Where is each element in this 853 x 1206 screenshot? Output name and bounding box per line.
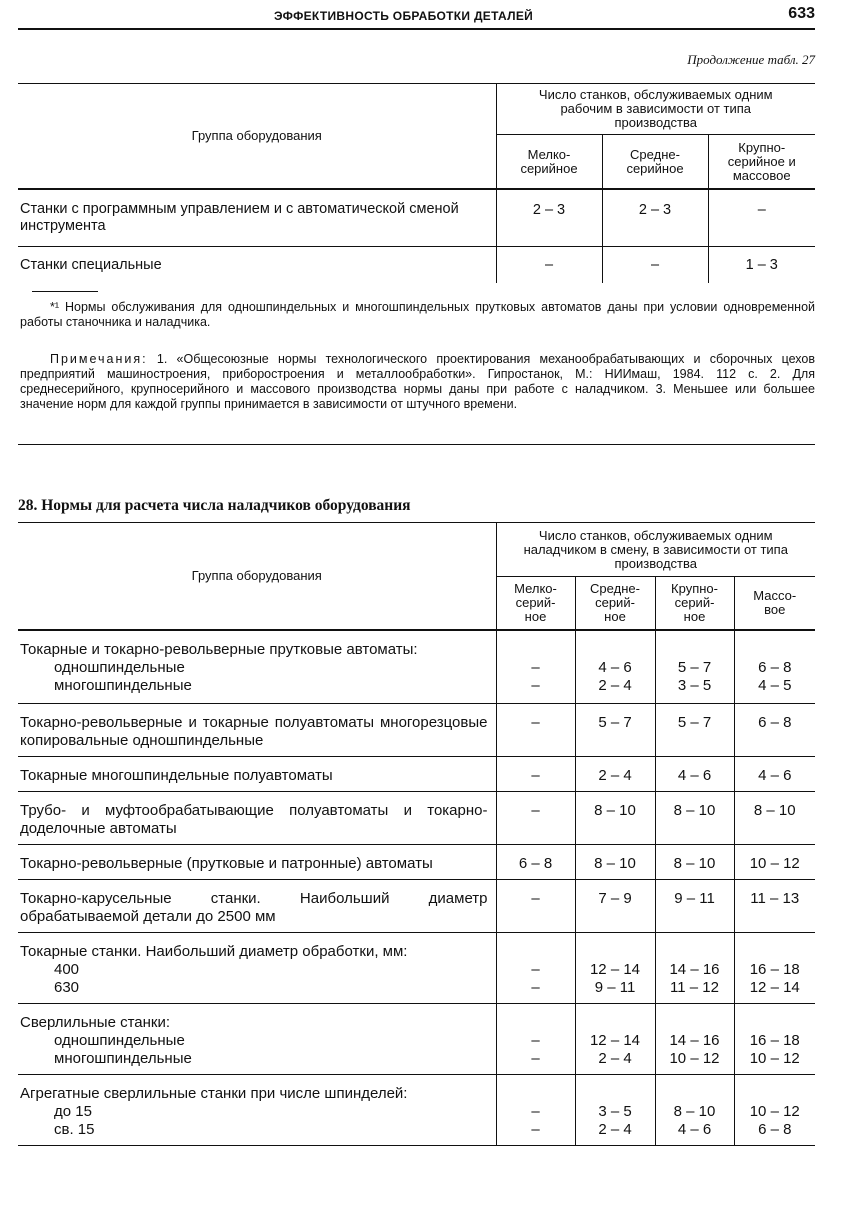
cell-value: 8 – 10	[655, 792, 734, 845]
cell-value: 16 – 18	[749, 1032, 800, 1049]
cell-value: 2 – 4	[598, 1050, 632, 1067]
notes-rule	[18, 444, 815, 445]
column-header-group: Группа оборудования	[18, 523, 496, 631]
cell-value: 8 – 10	[575, 845, 655, 880]
cell-value: 10 – 12	[669, 1050, 720, 1067]
cell-value: 11 – 13	[734, 880, 815, 933]
table-row	[18, 189, 815, 247]
cell-value: 5 – 7	[655, 704, 734, 757]
cell-value: –	[496, 704, 575, 757]
notes-text: 1. «Общесоюзные нормы технологического проектирования механообрабатывающих и сборочных цехов предприятий машиностроения, приборостроения и металлообработки». Гипростанок, М.: НИИмаш, 1984. 112 с. 2. Для среднесерийного, крупносерийного и массового производства нормы даны при работе с наладчиком. 3. Меньшее или большее значение норм для каждой группы принимается в зависимости от штучного времени.	[20, 352, 815, 411]
table-row	[18, 933, 815, 1004]
cell-value: –	[531, 961, 540, 978]
subcol-header: Крупно-серий-ное	[655, 577, 734, 631]
footnote: *¹ Нормы обслуживания для одношпиндельных и многошпиндельных прутковых автоматов даны при условии одновременной работы станочника и наладчика.	[20, 300, 815, 329]
table-row	[18, 792, 815, 845]
cell-value: 8 – 10	[575, 792, 655, 845]
row-name: Трубо- и муфтообрабатывающие полуавтоматы и токарно-доделочные автоматы	[18, 792, 496, 845]
cell-value: 4 – 6	[655, 757, 734, 792]
cell-value: –	[531, 1050, 540, 1067]
row-name: Станки с программным управлением и с автоматической сменой инструмента	[18, 189, 496, 247]
row-subname: св. 15	[54, 1121, 95, 1138]
table-28-title: 28. Нормы для расчета числа наладчиков оборудования	[18, 497, 411, 514]
row-name: Агрегатные сверлильные станки при числе шпинделей:	[20, 1085, 408, 1102]
row-name: Токарные и токарно-револьверные прутковые автоматы:	[20, 641, 418, 658]
subcol-header: Крупно-серийное и массовое	[708, 135, 815, 189]
row-name: Токарно-револьверные (прутковые и патронные) автоматы	[18, 845, 496, 880]
notes	[20, 352, 815, 412]
cell-value: –	[531, 1103, 540, 1120]
cell-value: 5 – 7	[575, 704, 655, 757]
cell-value: 4 – 5	[758, 677, 792, 694]
row-subname: до 15	[54, 1103, 92, 1120]
cell-value: –	[496, 792, 575, 845]
cell-value: 10 – 12	[734, 845, 815, 880]
cell-value: 4 – 6	[734, 757, 815, 792]
column-header-span: Число станков, обслуживаемых одним наладчиком в смену, в зависимости от типа производства	[496, 523, 815, 577]
cell-value: 8 – 10	[673, 1103, 716, 1120]
cell-value: –	[496, 880, 575, 933]
cell-value: 6 – 8	[734, 704, 815, 757]
cell-value: 14 – 16	[669, 961, 720, 978]
cell-value: –	[531, 1032, 540, 1049]
row-name: Токарно-револьверные и токарные полуавтоматы многорезцовые копировальные одношпиндельные	[18, 704, 496, 757]
row-name: Токарные многошпиндельные полуавтоматы	[18, 757, 496, 792]
cell-value: 5 – 7	[677, 659, 712, 676]
cell-value: 8 – 10	[655, 845, 734, 880]
row-subname: одношпиндельные	[54, 659, 185, 676]
row-subname: одношпиндельные	[54, 1032, 185, 1049]
subcol-header: Средне-серий-ное	[575, 577, 655, 631]
subcol-header: Массо-вое	[734, 577, 815, 631]
cell-value: 6 – 8	[496, 845, 575, 880]
cell-value: 12 – 14	[589, 961, 641, 978]
cell-value: 9 – 11	[594, 979, 636, 996]
notes-label: Примечания:	[50, 352, 148, 366]
row-subname: 630	[54, 979, 80, 996]
row-subname: многошпиндельные	[54, 677, 192, 694]
table-row	[18, 880, 815, 933]
subcol-header: Средне-серийное	[602, 135, 708, 189]
cell-value: 10 – 12	[749, 1050, 800, 1067]
cell-value: –	[602, 247, 708, 284]
table-row	[18, 757, 815, 792]
cell-value: 14 – 16	[669, 1032, 720, 1049]
cell-value: 11 – 12	[670, 979, 719, 996]
running-header	[18, 2, 815, 30]
cell-value: 9 – 11	[655, 880, 734, 933]
table-28	[18, 522, 815, 1146]
table-row	[18, 845, 815, 880]
row-name: Токарные станки. Наибольший диаметр обработки, мм:	[20, 943, 408, 960]
subcol-header: Мелко-серий-ное	[496, 577, 575, 631]
cell-value: 2 – 4	[598, 1121, 632, 1138]
cell-value: 1 – 3	[708, 247, 815, 284]
cell-value: 2 – 3	[602, 189, 708, 247]
row-subname: многошпиндельные	[54, 1050, 192, 1067]
cell-value: –	[531, 979, 540, 996]
column-header-group: Группа оборудования	[18, 84, 496, 190]
cell-value: 3 – 5	[598, 1103, 632, 1120]
cell-value: 4 – 6	[677, 1121, 712, 1138]
cell-value: –	[496, 757, 575, 792]
cell-value: 4 – 6	[598, 659, 632, 676]
table-row	[18, 1075, 815, 1146]
row-name: Сверлильные станки:	[20, 1014, 171, 1031]
table-27	[18, 83, 815, 283]
footnote-separator	[32, 291, 98, 292]
row-name: Станки специальные	[20, 256, 162, 273]
cell-value: 6 – 8	[758, 659, 792, 676]
cell-value: 6 – 8	[758, 1121, 792, 1138]
cell-value: 2 – 4	[598, 677, 632, 694]
row-subname: 400	[54, 961, 80, 978]
cell-value: –	[531, 1121, 540, 1138]
cell-value: 10 – 12	[749, 1103, 800, 1120]
cell-value: –	[708, 189, 815, 247]
cell-value: –	[531, 677, 540, 694]
subcol-header: Мелко-серийное	[496, 135, 602, 189]
cell-value: 7 – 9	[575, 880, 655, 933]
page-number: 633	[788, 5, 815, 22]
row-name: Токарно-карусельные станки. Наибольший диаметр обрабатываемой детали до 2500 мм	[18, 880, 496, 933]
cell-value: 12 – 14	[749, 979, 800, 996]
cell-value: –	[531, 659, 540, 676]
table-row	[18, 630, 815, 704]
table-row	[18, 247, 815, 284]
table-row	[18, 1004, 815, 1075]
cell-value: 12 – 14	[589, 1032, 641, 1049]
cell-value: –	[496, 247, 602, 284]
table-row	[18, 704, 815, 757]
column-header-span: Число станков, обслуживаемых одним рабочим в зависимости от типа производства	[496, 84, 815, 135]
cell-value: 2 – 3	[496, 189, 602, 247]
table-continuation-label: Продолжение табл. 27	[687, 52, 815, 67]
running-header-title: ЭФФЕКТИВНОСТЬ ОБРАБОТКИ ДЕТАЛЕЙ	[274, 9, 534, 23]
cell-value: 16 – 18	[749, 961, 800, 978]
cell-value: 8 – 10	[734, 792, 815, 845]
cell-value: 3 – 5	[677, 677, 712, 694]
cell-value: 2 – 4	[575, 757, 655, 792]
